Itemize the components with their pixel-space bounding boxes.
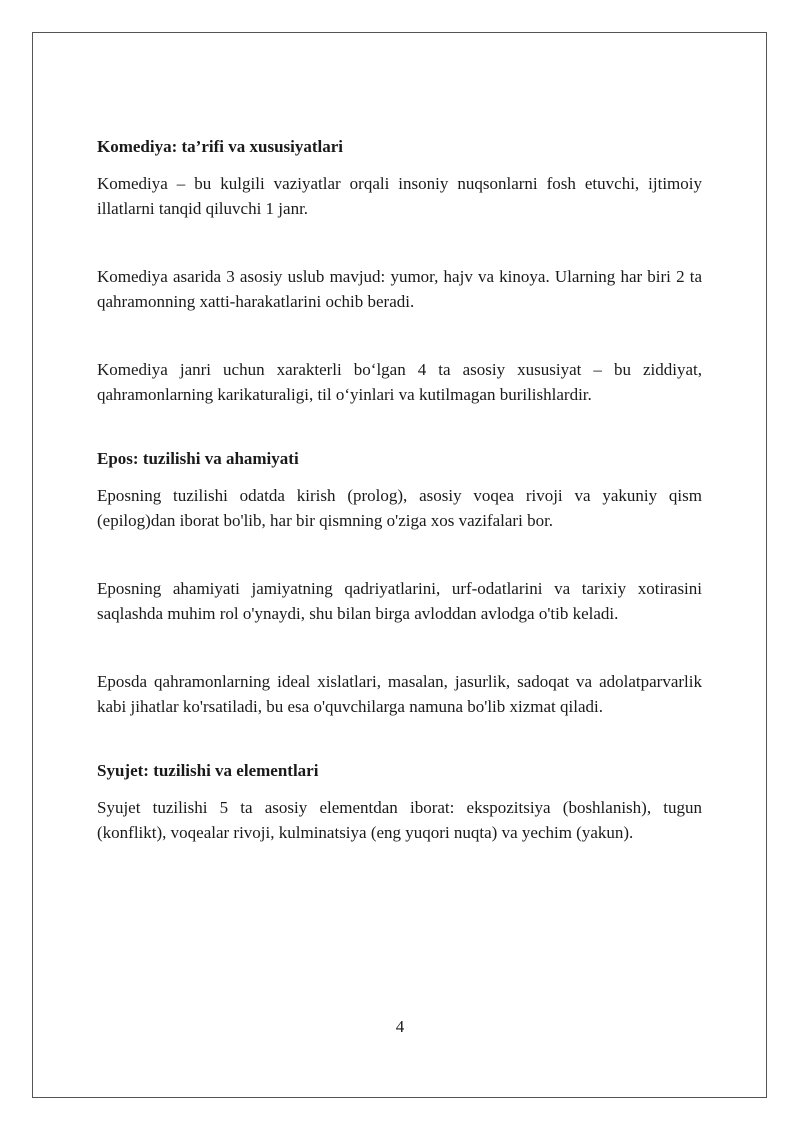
section-syujet bbox=[97, 759, 702, 845]
section-heading: Syujet: tuzilishi va elementlari bbox=[97, 761, 319, 780]
page-number: 4 bbox=[395, 1017, 405, 1036]
paragraph: Komediya asarida 3 asosiy uslub mavjud: yumor, hajv va kinoya. Ularning har biri 2 ta qahramonning xatti-harakatlarini ochib beradi. bbox=[97, 267, 702, 311]
paragraph: Komediya – bu kulgili vaziyatlar orqali insoniy nuqsonlarni fosh etuvchi, ijtimoiy illatlarni tanqid qiluvchi 1 janr. bbox=[97, 174, 702, 218]
section-heading: Epos: tuzilishi va ahamiyati bbox=[97, 449, 299, 468]
paragraph: Eposda qahramonlarning ideal xislatlari, masalan, jasurlik, sadoqat va adolatparvarlik kabi jihatlar ko'rsatiladi, bu esa o'quvchilarga namuna bo'lib xizmat qiladi. bbox=[97, 672, 702, 716]
section-komediya bbox=[97, 135, 702, 407]
section-heading: Komediya: ta’rifi va xususiyatlari bbox=[97, 137, 344, 156]
section-epos bbox=[97, 447, 702, 719]
paragraph: Syujet tuzilishi 5 ta asosiy elementdan iborat: ekspozitsiya (boshlanish), tugun (konflikt), voqealar rivoji, kulminatsiya (eng yuqori nuqta) va yechim (yakun). bbox=[97, 798, 702, 842]
paragraph: Eposning tuzilishi odatda kirish (prolog), asosiy voqea rivoji va yakuniy qism (epilog)dan iborat bo'lib, har bir qismning o'ziga xos vazifalari bor. bbox=[97, 486, 702, 530]
paragraph: Komediya janri uchun xarakterli boʻlgan 4 ta asosiy xususiyat – bu ziddiyat, qahramonlarning karikaturaligi, til oʻyinlari va kutilmagan burilishlardir. bbox=[97, 360, 702, 404]
document-body bbox=[97, 135, 702, 845]
paragraph: Eposning ahamiyati jamiyatning qadriyatlarini, urf-odatlarini va tarixiy xotirasini saqlashda muhim rol o'ynaydi, shu bilan birga avloddan avlodga o'tib keladi. bbox=[97, 579, 702, 623]
